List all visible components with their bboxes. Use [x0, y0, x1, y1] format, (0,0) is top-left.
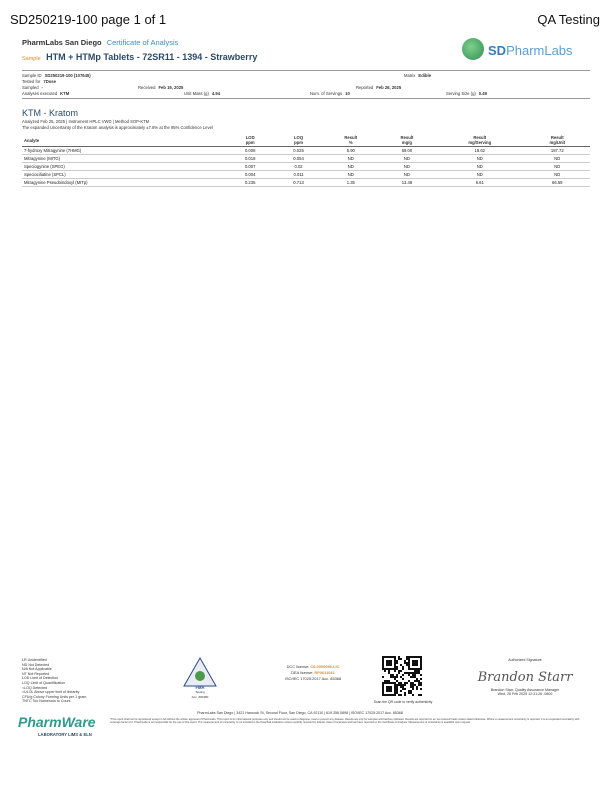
logo-wordmark: [488, 43, 573, 58]
meta-sample-id: [22, 73, 91, 78]
column-header: Result %: [323, 134, 379, 147]
analysis-info: Analyzed Feb 25, 2025 | Instrument HPLC VWD | Method SOP-KTM: [22, 119, 150, 124]
section-title: KTM - Kratom: [22, 108, 79, 118]
column-header: LOD ppm: [226, 134, 274, 147]
analyte-name: 7-hydroxy Mitragynine (7HMG): [22, 147, 226, 155]
meta-reported: [356, 85, 401, 90]
pharmware-logo: [18, 714, 98, 742]
result-cell: 0.008: [226, 147, 274, 155]
meta-divider: [22, 98, 590, 99]
column-header: Result mg/Unit: [525, 134, 590, 147]
meta-label: Sampled: [22, 85, 39, 90]
table-row: [22, 179, 590, 187]
result-cell: 18.62: [435, 147, 525, 155]
fma-testing: Testing: [195, 690, 205, 695]
lab-name: PharmLabs San Diego: [22, 38, 102, 47]
legend-item: LR Unidentified: [22, 658, 47, 662]
table-header-row: [22, 134, 590, 147]
table-row: [22, 171, 590, 179]
meta-serving-size: [446, 91, 487, 96]
result-cell: 1.35: [323, 179, 379, 187]
meta-label: Tested for: [22, 79, 41, 84]
meta-value: Feb 19, 2025: [158, 85, 184, 90]
meta-sampled: [22, 85, 43, 90]
result-cell: ND: [379, 163, 435, 171]
legend-item: CFU/g Colony Forming Units per 1 gram: [22, 694, 87, 699]
signer-name: Brandon Starr, Quality Assurance Manager: [490, 688, 560, 692]
meta-tested-for: [22, 79, 56, 84]
meta-value: SD250219-100 (107645): [44, 73, 91, 78]
legend-item: <LOQ Detected: [22, 685, 48, 690]
analyte-name: Mitragynine (MITG): [22, 155, 226, 163]
result-cell: 0.235: [226, 179, 274, 187]
pharmware-wordmark: PharmWare: [18, 714, 96, 730]
lab-name-line: [22, 38, 178, 47]
meta-label: Num. of Servings: [310, 91, 343, 96]
result-cell: ND: [323, 163, 379, 171]
result-cell: 5.90: [323, 147, 379, 155]
logo-sd: SD: [488, 43, 507, 58]
iso-accreditation: ISO/IEC 17025:2017 Acc. 85368: [284, 676, 342, 682]
analyte-name: Mitragynine Pseudoindoxyl (MITp): [22, 179, 226, 187]
column-header: Analyte: [22, 134, 226, 147]
result-cell: 66.59: [525, 179, 590, 187]
meta-label: Reported: [356, 85, 374, 90]
meta-label: Unit Mass (g): [184, 91, 209, 96]
meta-value: Feb 26, 2025: [376, 85, 402, 90]
result-cell: ND: [379, 171, 435, 179]
dea-label: DEA license:: [291, 670, 314, 676]
table-row: [22, 155, 590, 163]
result-cell: ND: [525, 171, 590, 179]
signature-image: Brandon Starr: [477, 670, 573, 685]
meta-value: 7Dose: [43, 79, 56, 84]
table-row: [22, 163, 590, 171]
sdpharmlabs-logo: [462, 36, 590, 68]
result-cell: 0.007: [226, 163, 274, 171]
meta-label: Sample ID: [22, 73, 42, 78]
column-header: LOQ ppm: [274, 134, 322, 147]
result-cell: ND: [323, 171, 379, 179]
dcc-license: C8-0000096-LIC: [310, 664, 340, 669]
meta-matrix: [404, 73, 431, 78]
result-cell: 13.48: [379, 179, 435, 187]
meta-label: Received: [138, 85, 156, 90]
table-row: [22, 147, 590, 155]
uncertainty-note: The expanded Uncertainty of the Kratom analysis is approximately ±7.8% at the 95% Confidence Level: [22, 125, 213, 130]
result-cell: ND: [435, 155, 525, 163]
legend-item: TNTC Too Numerous to Count: [22, 699, 71, 704]
meta-label: Matrix: [404, 73, 416, 78]
license-block: [268, 664, 358, 683]
globe-icon: [462, 38, 484, 60]
result-cell: ND: [525, 163, 590, 171]
result-cell: 187.72: [525, 147, 590, 155]
product-name: HTM + HTMp Tablets - 72SR11 - 1394 - Strawberry: [46, 52, 258, 62]
dcc-label: DCC license:: [286, 664, 310, 669]
result-cell: 0.025: [274, 147, 322, 155]
column-header: Result mg/g: [379, 134, 435, 147]
lab-address: PharmLabs San Diego | 3421 Hancock St, Second Floor, San Diego, CA 92110 | 619.356.0898 | ISO/IEC 17025:2017 Acc. 85368: [197, 711, 403, 715]
header-divider: [22, 70, 590, 71]
logo-pharmlabs: PharmLabs: [506, 43, 573, 58]
meta-label: Analyses executed: [22, 91, 58, 96]
result-cell: ND: [525, 155, 590, 163]
result-cell: 0.011: [274, 171, 322, 179]
meta-unit-mass: [184, 91, 220, 96]
legend-item: LOQ Limit of Quantification: [22, 680, 66, 685]
results-table: [22, 134, 590, 187]
meta-servings: [310, 91, 350, 96]
result-cell: 0.02: [274, 163, 322, 171]
fma-accreditation-logo: [180, 656, 220, 700]
legend-item: >ULOL Above upper limit of linearity: [22, 690, 80, 695]
fma-name: FMA: [195, 685, 205, 690]
signature-date: Wed, 26 Feb 2025 12:31:26 -0800: [497, 692, 553, 696]
result-cell: ND: [323, 155, 379, 163]
sample-title: [22, 52, 257, 62]
result-cell: 0.004: [226, 171, 274, 179]
pharmware-tagline: LABORATORY LIMS & ELN: [38, 732, 92, 737]
result-cell: 0.054: [274, 155, 322, 163]
signature-block: [470, 658, 580, 696]
legend-item: ND Not Detected: [22, 662, 50, 667]
result-cell: 59.00: [379, 147, 435, 155]
signature-label: Authorized Signature: [508, 658, 542, 662]
meta-value: 4.94: [211, 91, 221, 96]
result-cell: ND: [435, 163, 525, 171]
qa-status: QA Testing: [537, 12, 600, 27]
meta-value: KTM: [60, 91, 70, 96]
result-cell: ND: [435, 171, 525, 179]
dea-license: RP0611041: [314, 670, 335, 676]
disclaimer: *This report shall not be reproduced except in full without the written approval of PharmLabs. This report is for informational purposes only and should not be used to diagnose, treat or prevent any disease. Results are only for samples and batches indicated. Results are reported on an 'as received' basis unless stated otherwise. Where a measurement uncertainty is reported, it is an expanded uncertainty with coverage factor k=2. PharmLabs is not responsible for the use of this report. The measurement of uncertainty is not included in the Pass/Fail evaluation unless explicitly required by federal, state or local laws and has been reported on the Certificate of Analysis. Measurement of uncertainty is available upon request.: [110, 718, 580, 725]
column-header: Result mg/Serving: [435, 134, 525, 147]
result-cell: 6.61: [435, 179, 525, 187]
legend-item: N/A Not Applicable: [22, 667, 52, 672]
meta-received: [138, 85, 183, 90]
result-cell: ND: [379, 155, 435, 163]
document-id: SD250219-100 page 1 of 1: [10, 12, 167, 27]
coa-label: Certificate of Analysis: [106, 38, 179, 47]
analyte-name: Speciogynine (SPEG): [22, 163, 226, 171]
abbreviation-legend: [22, 658, 86, 704]
meta-value: 0.49: [478, 91, 487, 96]
sample-word: Sample: [22, 56, 41, 62]
meta-analyses: [22, 91, 69, 96]
result-cell: 0.018: [226, 155, 274, 163]
qr-code[interactable]: [382, 656, 422, 696]
meta-value: Edible: [418, 73, 431, 78]
fma-text: [180, 686, 220, 699]
legend-item: LOD Limit of Detection: [22, 676, 59, 681]
meta-value: -: [41, 85, 43, 90]
analyte-name: Speciociliatine (SPCL): [22, 171, 226, 179]
result-cell: 0.713: [274, 179, 322, 187]
meta-label: Serving Size (g): [446, 91, 476, 96]
legend-item: NT Not Reported: [22, 671, 50, 676]
fma-acc: Acc. #00380: [191, 694, 209, 699]
qr-caption: Scan the QR code to verify authenticity: [373, 700, 433, 704]
meta-value: 10: [345, 91, 350, 96]
